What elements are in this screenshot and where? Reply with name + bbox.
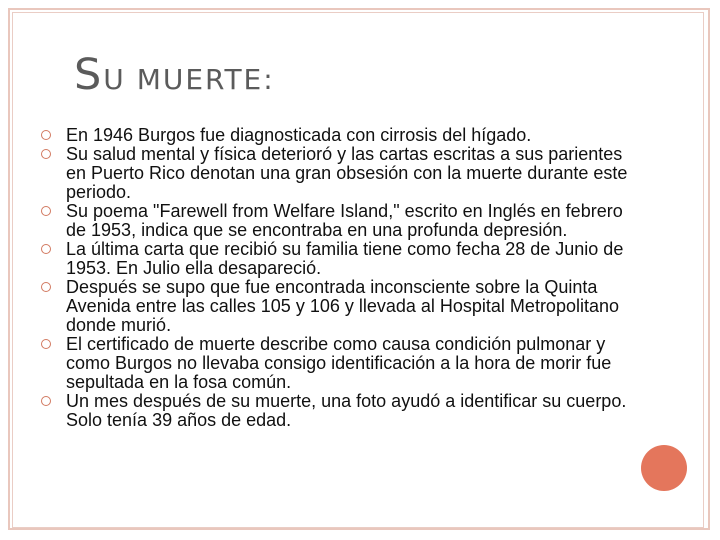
- bullet-item: [40, 126, 630, 145]
- bullet-circle-icon: [41, 244, 51, 254]
- bullet-item: [40, 335, 630, 392]
- slide-title: [74, 50, 275, 100]
- slide-title-rest: U MUERTE:: [103, 63, 275, 96]
- bullet-item: [40, 202, 630, 240]
- bullet-circle-icon: [41, 396, 51, 406]
- bullet-circle-icon: [41, 130, 51, 140]
- bullet-circle-icon: [41, 282, 51, 292]
- slide-title-initial: S: [74, 50, 104, 100]
- bullet-text: Después se supo que fue encontrada inconsciente sobre la Quinta Avenida entre las calles 105 y 106 y llevada al Hospital Metropolitano donde murió.: [66, 277, 619, 335]
- bullet-text: Su salud mental y física deterioró y las cartas escritas a sus parientes en Puerto Rico denotan una gran obsesión con la muerte durante este periodo.: [66, 144, 628, 202]
- bullet-circle-icon: [41, 206, 51, 216]
- bullet-circle-icon: [41, 339, 51, 349]
- decorative-circle: [641, 445, 687, 491]
- bullet-text: Un mes después de su muerte, una foto ayudó a identificar su cuerpo. Solo tenía 39 años de edad.: [66, 391, 627, 430]
- bullet-list: [40, 126, 630, 430]
- bullet-item: [40, 145, 630, 202]
- bullet-text: La última carta que recibió su familia tiene como fecha 28 de Junio de 1953. En Julio ella desapareció.: [66, 239, 624, 278]
- bullet-circle-icon: [41, 149, 51, 159]
- bullet-text: En 1946 Burgos fue diagnosticada con cirrosis del hígado.: [66, 125, 532, 145]
- bullet-item: [40, 392, 630, 430]
- bullet-item: [40, 278, 630, 335]
- bullet-item: [40, 240, 630, 278]
- bullet-text: Su poema "Farewell from Welfare Island," escrito en Inglés en febrero de 1953, indica que se encontraba en una profunda depresión.: [66, 201, 623, 240]
- bullet-text: El certificado de muerte describe como causa condición pulmonar y como Burgos no llevaba consigo identificación a la hora de morir fue sepultada en la fosa común.: [66, 334, 612, 392]
